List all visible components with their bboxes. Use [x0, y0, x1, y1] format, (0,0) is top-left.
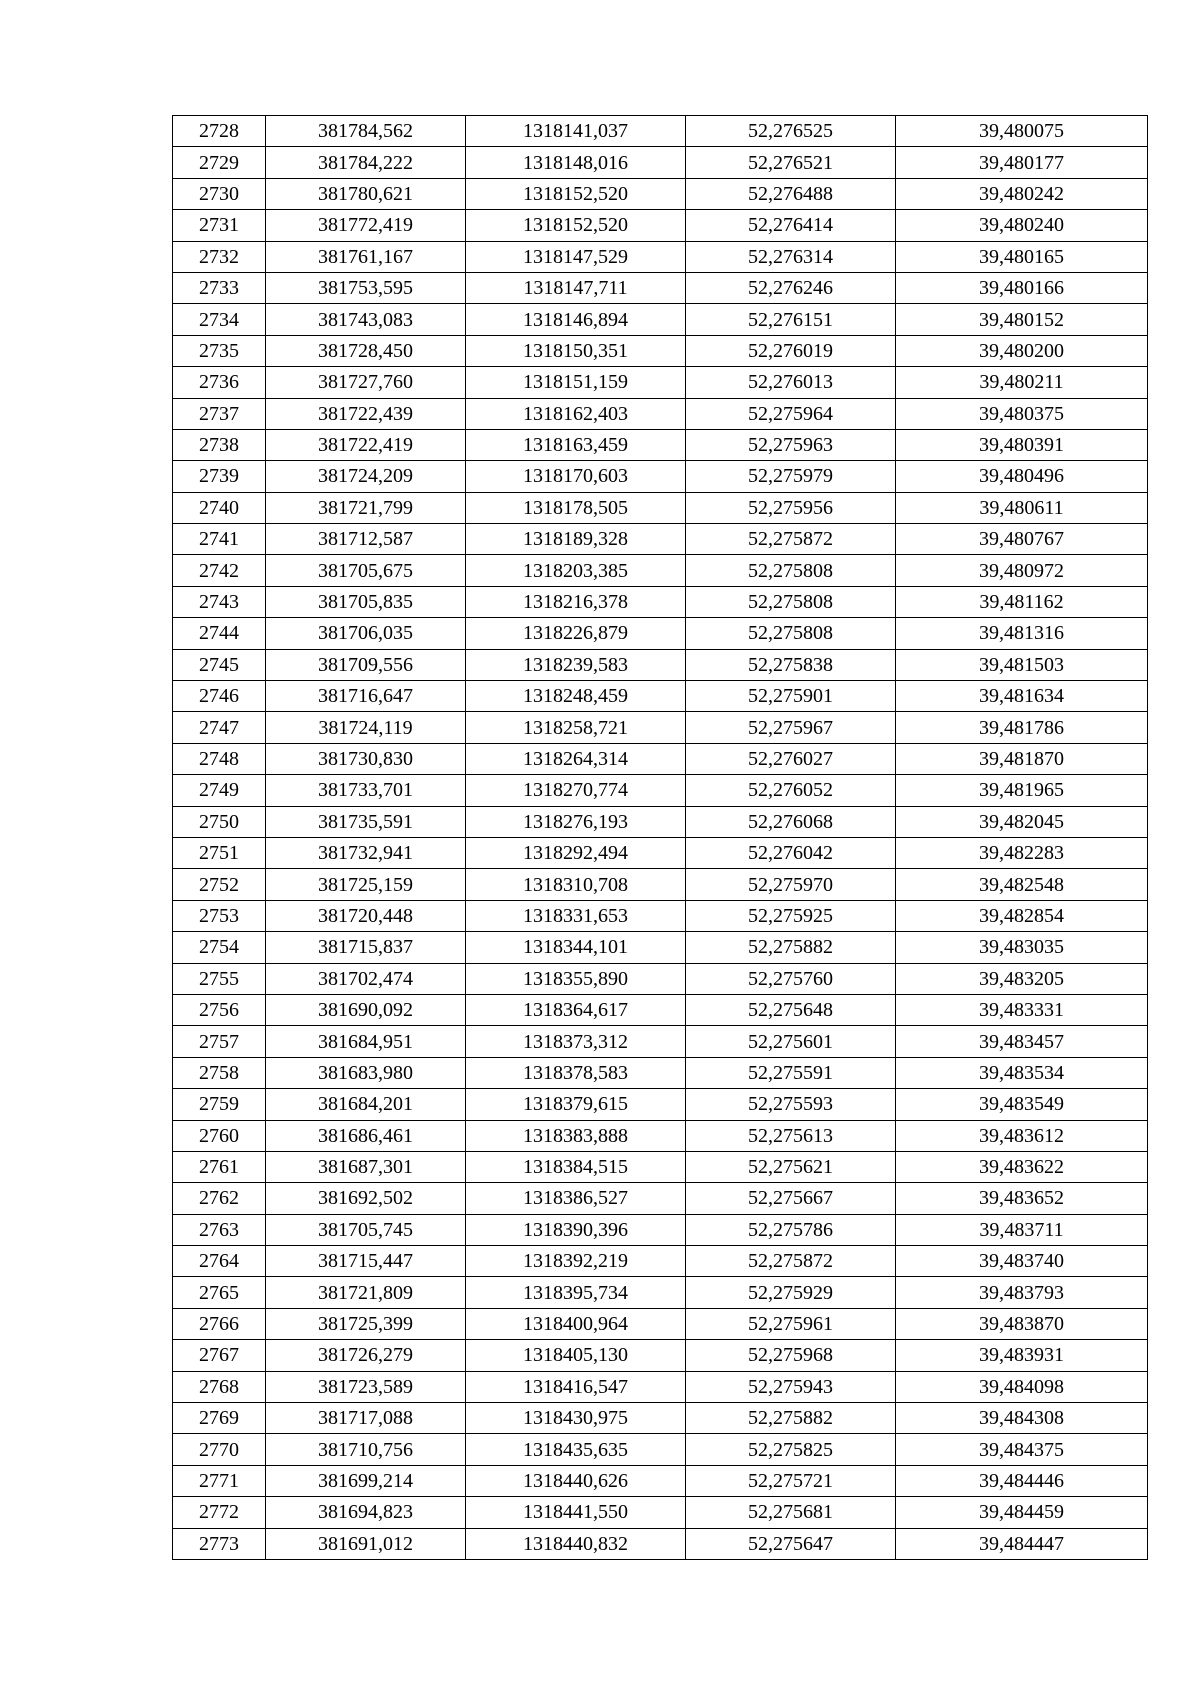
x-coordinate-cell: 381720,448 — [266, 900, 466, 931]
table-row — [173, 586, 1148, 617]
y-coordinate-cell: 1318435,635 — [466, 1434, 686, 1465]
y-coordinate-cell: 1318141,037 — [466, 116, 686, 147]
table-row — [173, 241, 1148, 272]
x-coordinate-cell: 381715,447 — [266, 1246, 466, 1277]
y-coordinate-cell: 1318331,653 — [466, 900, 686, 931]
y-coordinate-cell: 1318147,529 — [466, 241, 686, 272]
x-coordinate-cell: 381724,209 — [266, 461, 466, 492]
y-coordinate-cell: 1318151,159 — [466, 367, 686, 398]
longitude-cell: 39,484098 — [896, 1371, 1148, 1402]
x-coordinate-cell: 381726,279 — [266, 1340, 466, 1371]
table-row — [173, 869, 1148, 900]
point-number-cell: 2763 — [173, 1214, 266, 1245]
longitude-cell: 39,480152 — [896, 304, 1148, 335]
y-coordinate-cell: 1318276,193 — [466, 806, 686, 837]
longitude-cell: 39,480375 — [896, 398, 1148, 429]
x-coordinate-cell: 381723,589 — [266, 1371, 466, 1402]
longitude-cell: 39,484459 — [896, 1497, 1148, 1528]
y-coordinate-cell: 1318383,888 — [466, 1120, 686, 1151]
point-number-cell: 2729 — [173, 147, 266, 178]
table-row — [173, 1403, 1148, 1434]
y-coordinate-cell: 1318440,626 — [466, 1465, 686, 1496]
latitude-cell: 52,275882 — [686, 1403, 896, 1434]
point-number-cell: 2732 — [173, 241, 266, 272]
table-row — [173, 963, 1148, 994]
point-number-cell: 2744 — [173, 618, 266, 649]
point-number-cell: 2762 — [173, 1183, 266, 1214]
table-row — [173, 1089, 1148, 1120]
point-number-cell: 2766 — [173, 1308, 266, 1339]
point-number-cell: 2751 — [173, 837, 266, 868]
point-number-cell: 2769 — [173, 1403, 266, 1434]
latitude-cell: 52,275648 — [686, 994, 896, 1025]
x-coordinate-cell: 381691,012 — [266, 1528, 466, 1559]
point-number-cell: 2748 — [173, 743, 266, 774]
point-number-cell: 2746 — [173, 681, 266, 712]
longitude-cell: 39,480177 — [896, 147, 1148, 178]
latitude-cell: 52,275601 — [686, 1026, 896, 1057]
y-coordinate-cell: 1318364,617 — [466, 994, 686, 1025]
point-number-cell: 2745 — [173, 649, 266, 680]
coordinates-table — [172, 115, 1148, 1560]
latitude-cell: 52,275808 — [686, 618, 896, 649]
longitude-cell: 39,481503 — [896, 649, 1148, 680]
point-number-cell: 2765 — [173, 1277, 266, 1308]
y-coordinate-cell: 1318395,734 — [466, 1277, 686, 1308]
y-coordinate-cell: 1318163,459 — [466, 429, 686, 460]
x-coordinate-cell: 381743,083 — [266, 304, 466, 335]
longitude-cell: 39,483612 — [896, 1120, 1148, 1151]
longitude-cell: 39,483652 — [896, 1183, 1148, 1214]
x-coordinate-cell: 381710,756 — [266, 1434, 466, 1465]
y-coordinate-cell: 1318379,615 — [466, 1089, 686, 1120]
longitude-cell: 39,481870 — [896, 743, 1148, 774]
point-number-cell: 2728 — [173, 116, 266, 147]
x-coordinate-cell: 381721,799 — [266, 492, 466, 523]
table-row — [173, 1151, 1148, 1182]
longitude-cell: 39,484446 — [896, 1465, 1148, 1496]
y-coordinate-cell: 1318440,832 — [466, 1528, 686, 1559]
table-row — [173, 932, 1148, 963]
y-coordinate-cell: 1318147,711 — [466, 272, 686, 303]
point-number-cell: 2733 — [173, 272, 266, 303]
latitude-cell: 52,275901 — [686, 681, 896, 712]
point-number-cell: 2767 — [173, 1340, 266, 1371]
x-coordinate-cell: 381705,835 — [266, 586, 466, 617]
longitude-cell: 39,482045 — [896, 806, 1148, 837]
longitude-cell: 39,480200 — [896, 335, 1148, 366]
point-number-cell: 2743 — [173, 586, 266, 617]
y-coordinate-cell: 1318373,312 — [466, 1026, 686, 1057]
y-coordinate-cell: 1318258,721 — [466, 712, 686, 743]
point-number-cell: 2742 — [173, 555, 266, 586]
table-row — [173, 492, 1148, 523]
latitude-cell: 52,275943 — [686, 1371, 896, 1402]
y-coordinate-cell: 1318416,547 — [466, 1371, 686, 1402]
longitude-cell: 39,482548 — [896, 869, 1148, 900]
latitude-cell: 52,275591 — [686, 1057, 896, 1088]
longitude-cell: 39,483740 — [896, 1246, 1148, 1277]
point-number-cell: 2756 — [173, 994, 266, 1025]
longitude-cell: 39,482854 — [896, 900, 1148, 931]
x-coordinate-cell: 381705,675 — [266, 555, 466, 586]
longitude-cell: 39,481965 — [896, 775, 1148, 806]
table-row — [173, 775, 1148, 806]
table-row — [173, 618, 1148, 649]
x-coordinate-cell: 381733,701 — [266, 775, 466, 806]
y-coordinate-cell: 1318146,894 — [466, 304, 686, 335]
y-coordinate-cell: 1318264,314 — [466, 743, 686, 774]
table-row — [173, 1183, 1148, 1214]
x-coordinate-cell: 381717,088 — [266, 1403, 466, 1434]
point-number-cell: 2755 — [173, 963, 266, 994]
point-number-cell: 2731 — [173, 210, 266, 241]
longitude-cell: 39,480165 — [896, 241, 1148, 272]
latitude-cell: 52,275967 — [686, 712, 896, 743]
latitude-cell: 52,276314 — [686, 241, 896, 272]
table-row — [173, 147, 1148, 178]
y-coordinate-cell: 1318226,879 — [466, 618, 686, 649]
table-row — [173, 743, 1148, 774]
x-coordinate-cell: 381721,809 — [266, 1277, 466, 1308]
table-row — [173, 1434, 1148, 1465]
latitude-cell: 52,275882 — [686, 932, 896, 963]
point-number-cell: 2758 — [173, 1057, 266, 1088]
x-coordinate-cell: 381712,587 — [266, 524, 466, 555]
x-coordinate-cell: 381692,502 — [266, 1183, 466, 1214]
x-coordinate-cell: 381730,830 — [266, 743, 466, 774]
table-row — [173, 398, 1148, 429]
point-number-cell: 2759 — [173, 1089, 266, 1120]
longitude-cell: 39,483931 — [896, 1340, 1148, 1371]
y-coordinate-cell: 1318152,520 — [466, 210, 686, 241]
latitude-cell: 52,275760 — [686, 963, 896, 994]
y-coordinate-cell: 1318430,975 — [466, 1403, 686, 1434]
table-row — [173, 210, 1148, 241]
x-coordinate-cell: 381727,760 — [266, 367, 466, 398]
longitude-cell: 39,481786 — [896, 712, 1148, 743]
point-number-cell: 2760 — [173, 1120, 266, 1151]
table-row — [173, 461, 1148, 492]
table-row — [173, 1340, 1148, 1371]
longitude-cell: 39,480242 — [896, 178, 1148, 209]
point-number-cell: 2752 — [173, 869, 266, 900]
x-coordinate-cell: 381690,092 — [266, 994, 466, 1025]
longitude-cell: 39,483870 — [896, 1308, 1148, 1339]
table-row — [173, 1026, 1148, 1057]
x-coordinate-cell: 381694,823 — [266, 1497, 466, 1528]
point-number-cell: 2750 — [173, 806, 266, 837]
longitude-cell: 39,483622 — [896, 1151, 1148, 1182]
table-row — [173, 367, 1148, 398]
latitude-cell: 52,275786 — [686, 1214, 896, 1245]
point-number-cell: 2737 — [173, 398, 266, 429]
latitude-cell: 52,275621 — [686, 1151, 896, 1182]
x-coordinate-cell: 381784,562 — [266, 116, 466, 147]
x-coordinate-cell: 381687,301 — [266, 1151, 466, 1182]
x-coordinate-cell: 381722,439 — [266, 398, 466, 429]
latitude-cell: 52,275956 — [686, 492, 896, 523]
table-row — [173, 1277, 1148, 1308]
x-coordinate-cell: 381784,222 — [266, 147, 466, 178]
longitude-cell: 39,480391 — [896, 429, 1148, 460]
longitude-cell: 39,483457 — [896, 1026, 1148, 1057]
table-row — [173, 335, 1148, 366]
table-row — [173, 1246, 1148, 1277]
latitude-cell: 52,275970 — [686, 869, 896, 900]
latitude-cell: 52,275963 — [686, 429, 896, 460]
latitude-cell: 52,276525 — [686, 116, 896, 147]
latitude-cell: 52,275968 — [686, 1340, 896, 1371]
point-number-cell: 2773 — [173, 1528, 266, 1559]
point-number-cell: 2738 — [173, 429, 266, 460]
table-row — [173, 524, 1148, 555]
latitude-cell: 52,275964 — [686, 398, 896, 429]
x-coordinate-cell: 381702,474 — [266, 963, 466, 994]
longitude-cell: 39,480075 — [896, 116, 1148, 147]
x-coordinate-cell: 381772,419 — [266, 210, 466, 241]
point-number-cell: 2771 — [173, 1465, 266, 1496]
y-coordinate-cell: 1318384,515 — [466, 1151, 686, 1182]
table-row — [173, 116, 1148, 147]
y-coordinate-cell: 1318178,505 — [466, 492, 686, 523]
point-number-cell: 2740 — [173, 492, 266, 523]
y-coordinate-cell: 1318162,403 — [466, 398, 686, 429]
longitude-cell: 39,480496 — [896, 461, 1148, 492]
x-coordinate-cell: 381761,167 — [266, 241, 466, 272]
longitude-cell: 39,480611 — [896, 492, 1148, 523]
x-coordinate-cell: 381732,941 — [266, 837, 466, 868]
x-coordinate-cell: 381686,461 — [266, 1120, 466, 1151]
table-row — [173, 806, 1148, 837]
y-coordinate-cell: 1318390,396 — [466, 1214, 686, 1245]
longitude-cell: 39,480767 — [896, 524, 1148, 555]
longitude-cell: 39,483331 — [896, 994, 1148, 1025]
y-coordinate-cell: 1318239,583 — [466, 649, 686, 680]
latitude-cell: 52,275681 — [686, 1497, 896, 1528]
table-row — [173, 272, 1148, 303]
latitude-cell: 52,275872 — [686, 1246, 896, 1277]
latitude-cell: 52,275647 — [686, 1528, 896, 1559]
table-row — [173, 1465, 1148, 1496]
longitude-cell: 39,482283 — [896, 837, 1148, 868]
latitude-cell: 52,276027 — [686, 743, 896, 774]
y-coordinate-cell: 1318310,708 — [466, 869, 686, 900]
point-number-cell: 2757 — [173, 1026, 266, 1057]
longitude-cell: 39,481316 — [896, 618, 1148, 649]
table-row — [173, 1528, 1148, 1559]
longitude-cell: 39,483534 — [896, 1057, 1148, 1088]
table-row — [173, 994, 1148, 1025]
x-coordinate-cell: 381753,595 — [266, 272, 466, 303]
table-row — [173, 900, 1148, 931]
y-coordinate-cell: 1318355,890 — [466, 963, 686, 994]
x-coordinate-cell: 381728,450 — [266, 335, 466, 366]
latitude-cell: 52,275838 — [686, 649, 896, 680]
table-row — [173, 1214, 1148, 1245]
y-coordinate-cell: 1318203,385 — [466, 555, 686, 586]
y-coordinate-cell: 1318392,219 — [466, 1246, 686, 1277]
table-row — [173, 681, 1148, 712]
point-number-cell: 2747 — [173, 712, 266, 743]
y-coordinate-cell: 1318292,494 — [466, 837, 686, 868]
table-row — [173, 837, 1148, 868]
x-coordinate-cell: 381735,591 — [266, 806, 466, 837]
point-number-cell: 2734 — [173, 304, 266, 335]
latitude-cell: 52,275961 — [686, 1308, 896, 1339]
y-coordinate-cell: 1318248,459 — [466, 681, 686, 712]
x-coordinate-cell: 381706,035 — [266, 618, 466, 649]
table-row — [173, 429, 1148, 460]
coordinates-table-body — [173, 116, 1148, 1560]
x-coordinate-cell: 381683,980 — [266, 1057, 466, 1088]
y-coordinate-cell: 1318150,351 — [466, 335, 686, 366]
x-coordinate-cell: 381724,119 — [266, 712, 466, 743]
point-number-cell: 2772 — [173, 1497, 266, 1528]
longitude-cell: 39,480240 — [896, 210, 1148, 241]
table-row — [173, 304, 1148, 335]
x-coordinate-cell: 381699,214 — [266, 1465, 466, 1496]
latitude-cell: 52,276488 — [686, 178, 896, 209]
y-coordinate-cell: 1318441,550 — [466, 1497, 686, 1528]
y-coordinate-cell: 1318148,016 — [466, 147, 686, 178]
latitude-cell: 52,275929 — [686, 1277, 896, 1308]
x-coordinate-cell: 381722,419 — [266, 429, 466, 460]
point-number-cell: 2761 — [173, 1151, 266, 1182]
table-row — [173, 1497, 1148, 1528]
x-coordinate-cell: 381705,745 — [266, 1214, 466, 1245]
latitude-cell: 52,276521 — [686, 147, 896, 178]
point-number-cell: 2741 — [173, 524, 266, 555]
longitude-cell: 39,484447 — [896, 1528, 1148, 1559]
x-coordinate-cell: 381684,201 — [266, 1089, 466, 1120]
longitude-cell: 39,483205 — [896, 963, 1148, 994]
y-coordinate-cell: 1318378,583 — [466, 1057, 686, 1088]
point-number-cell: 2770 — [173, 1434, 266, 1465]
longitude-cell: 39,480972 — [896, 555, 1148, 586]
latitude-cell: 52,276042 — [686, 837, 896, 868]
latitude-cell: 52,275825 — [686, 1434, 896, 1465]
x-coordinate-cell: 381725,159 — [266, 869, 466, 900]
y-coordinate-cell: 1318170,603 — [466, 461, 686, 492]
table-row — [173, 555, 1148, 586]
table-row — [173, 1057, 1148, 1088]
point-number-cell: 2754 — [173, 932, 266, 963]
x-coordinate-cell: 381780,621 — [266, 178, 466, 209]
y-coordinate-cell: 1318152,520 — [466, 178, 686, 209]
y-coordinate-cell: 1318400,964 — [466, 1308, 686, 1339]
point-number-cell: 2739 — [173, 461, 266, 492]
y-coordinate-cell: 1318386,527 — [466, 1183, 686, 1214]
point-number-cell: 2736 — [173, 367, 266, 398]
longitude-cell: 39,483711 — [896, 1214, 1148, 1245]
y-coordinate-cell: 1318189,328 — [466, 524, 686, 555]
table-row — [173, 1371, 1148, 1402]
point-number-cell: 2735 — [173, 335, 266, 366]
point-number-cell: 2730 — [173, 178, 266, 209]
point-number-cell: 2764 — [173, 1246, 266, 1277]
x-coordinate-cell: 381716,647 — [266, 681, 466, 712]
y-coordinate-cell: 1318344,101 — [466, 932, 686, 963]
table-row — [173, 649, 1148, 680]
latitude-cell: 52,275721 — [686, 1465, 896, 1496]
latitude-cell: 52,275808 — [686, 586, 896, 617]
latitude-cell: 52,275593 — [686, 1089, 896, 1120]
longitude-cell: 39,481162 — [896, 586, 1148, 617]
longitude-cell: 39,484308 — [896, 1403, 1148, 1434]
longitude-cell: 39,483035 — [896, 932, 1148, 963]
point-number-cell: 2749 — [173, 775, 266, 806]
latitude-cell: 52,276246 — [686, 272, 896, 303]
table-row — [173, 712, 1148, 743]
latitude-cell: 52,275667 — [686, 1183, 896, 1214]
x-coordinate-cell: 381725,399 — [266, 1308, 466, 1339]
table-row — [173, 178, 1148, 209]
x-coordinate-cell: 381715,837 — [266, 932, 466, 963]
y-coordinate-cell: 1318270,774 — [466, 775, 686, 806]
latitude-cell: 52,276013 — [686, 367, 896, 398]
latitude-cell: 52,275925 — [686, 900, 896, 931]
longitude-cell: 39,480166 — [896, 272, 1148, 303]
x-coordinate-cell: 381709,556 — [266, 649, 466, 680]
latitude-cell: 52,276052 — [686, 775, 896, 806]
latitude-cell: 52,276068 — [686, 806, 896, 837]
latitude-cell: 52,275979 — [686, 461, 896, 492]
point-number-cell: 2753 — [173, 900, 266, 931]
latitude-cell: 52,276151 — [686, 304, 896, 335]
longitude-cell: 39,484375 — [896, 1434, 1148, 1465]
longitude-cell: 39,483793 — [896, 1277, 1148, 1308]
latitude-cell: 52,276019 — [686, 335, 896, 366]
y-coordinate-cell: 1318216,378 — [466, 586, 686, 617]
latitude-cell: 52,276414 — [686, 210, 896, 241]
y-coordinate-cell: 1318405,130 — [466, 1340, 686, 1371]
x-coordinate-cell: 381684,951 — [266, 1026, 466, 1057]
table-row — [173, 1120, 1148, 1151]
latitude-cell: 52,275613 — [686, 1120, 896, 1151]
longitude-cell: 39,483549 — [896, 1089, 1148, 1120]
latitude-cell: 52,275872 — [686, 524, 896, 555]
longitude-cell: 39,481634 — [896, 681, 1148, 712]
table-row — [173, 1308, 1148, 1339]
longitude-cell: 39,480211 — [896, 367, 1148, 398]
latitude-cell: 52,275808 — [686, 555, 896, 586]
point-number-cell: 2768 — [173, 1371, 266, 1402]
